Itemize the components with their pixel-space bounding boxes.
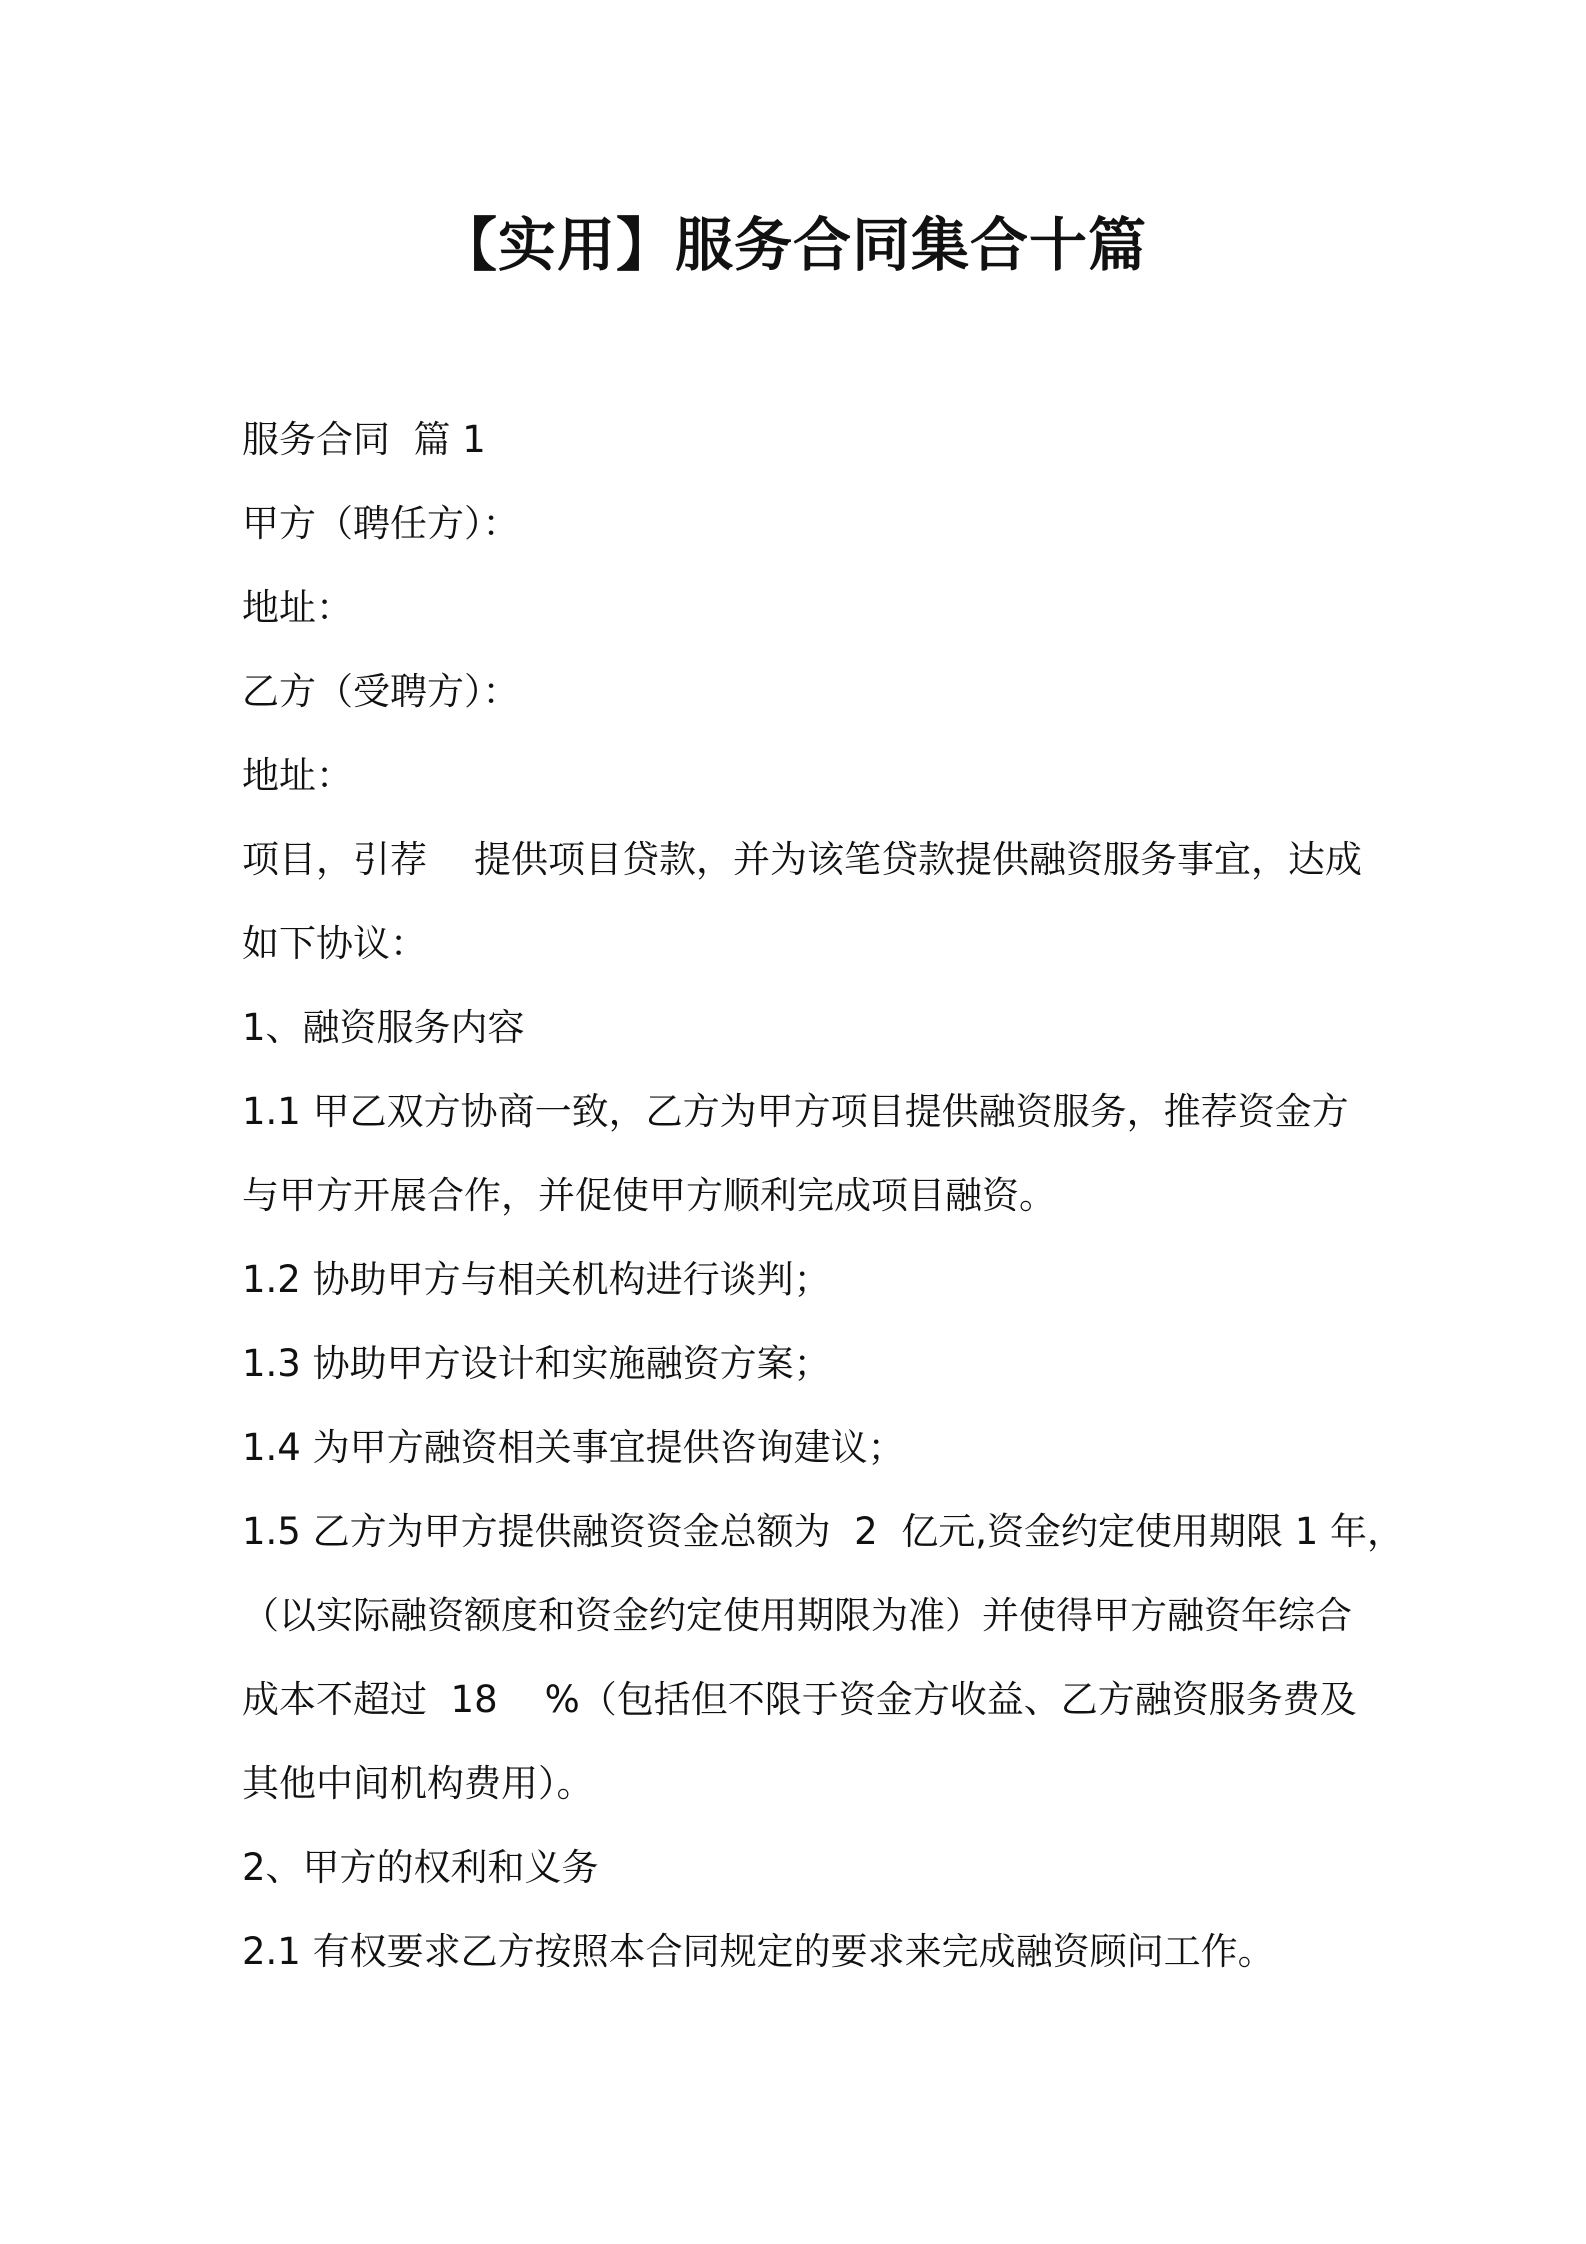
- paragraph-line: 1.5 乙方为甲方提供融资资金总额为 2 亿元,资金约定使用期限 1 年，: [242, 1510, 1405, 1553]
- paragraph-line: 与甲方开展合作，并促使甲方顺利完成项目融资。: [242, 1174, 1056, 1217]
- paragraph-line: 1.4 为甲方融资相关事宜提供咨询建议；: [242, 1426, 905, 1469]
- document-body: [242, 398, 1405, 1994]
- paragraph-line: 1.2 协助甲方与相关机构进行谈判；: [242, 1258, 831, 1301]
- paragraph-line: 项目，引荐 提供项目贷款，并为该笔贷款提供融资服务事宜，达成: [242, 838, 1363, 881]
- clause-heading: 1、融资服务内容: [242, 1006, 525, 1049]
- party-a-address: 地址：: [242, 586, 353, 629]
- paragraph-line: 成本不超过 18 %（包括但不限于资金方收益、乙方融资服务费及: [242, 1678, 1357, 1721]
- party-b-address: 地址：: [242, 754, 353, 797]
- section-heading: 服务合同 篇 1: [242, 418, 486, 461]
- party-b-label: 乙方（受聘方）：: [242, 670, 520, 713]
- paragraph-line: 1.3 协助甲方设计和实施融资方案；: [242, 1342, 831, 1385]
- party-a-label: 甲方（聘任方）：: [242, 502, 520, 545]
- document-title: 【实用】服务合同集合十篇: [438, 211, 1147, 279]
- clause-heading: 2、甲方的权利和义务: [242, 1846, 599, 1889]
- paragraph-line: 2.1 有权要求乙方按照本合同规定的要求来完成融资顾问工作。: [242, 1930, 1275, 1973]
- paragraph-line: 其他中间机构费用）。: [242, 1762, 594, 1805]
- paragraph-line: 如下协议：: [242, 922, 427, 965]
- paragraph-line: （以实际融资额度和资金约定使用期限为准）并使得甲方融资年综合: [242, 1594, 1352, 1637]
- paragraph-line: 1.1 甲乙双方协商一致，乙方为甲方项目提供融资服务，推荐资金方: [242, 1090, 1349, 1133]
